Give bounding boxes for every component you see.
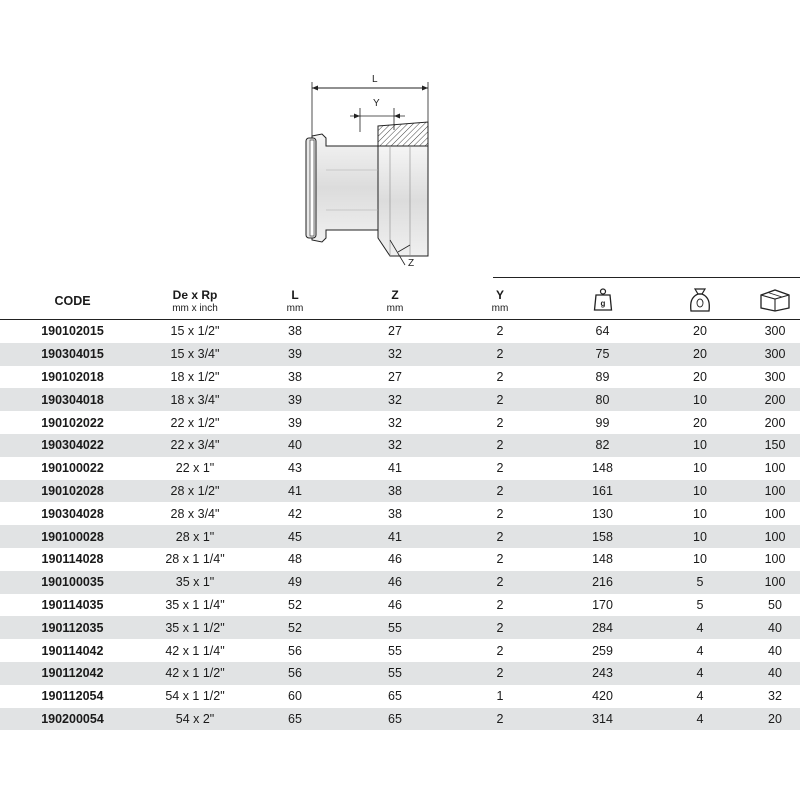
header-weight	[555, 283, 650, 320]
cell-l: 41	[245, 480, 345, 503]
header-l	[245, 283, 345, 320]
cell-bag: 20	[693, 324, 707, 339]
cell-weight: 64	[595, 324, 610, 339]
cell-size: 28 x 3/4"	[170, 506, 220, 521]
cell-box: 40	[750, 662, 800, 685]
cell-bag: 10	[693, 552, 707, 567]
cell-size: 18 x 3/4"	[145, 388, 245, 411]
cell-size: 22 x 1/2"	[170, 415, 220, 430]
cell-code: 190112054	[41, 689, 104, 704]
product-table	[0, 283, 800, 730]
cell-bag: 4	[650, 662, 750, 685]
cell-l: 52	[245, 616, 345, 639]
cell-z: 55	[388, 643, 402, 658]
cell-box: 150	[750, 434, 800, 457]
cell-box: 32	[768, 689, 782, 704]
cell-l: 65	[245, 708, 345, 731]
cell-code: 190114028	[41, 552, 104, 567]
bag-icon	[689, 287, 711, 313]
cell-z: 32	[345, 343, 445, 366]
table-row	[0, 343, 800, 366]
table-row	[0, 388, 800, 411]
cell-z: 38	[345, 480, 445, 503]
cell-size: 35 x 1"	[145, 571, 245, 594]
cell-code: 190304018	[0, 388, 145, 411]
cell-y: 2	[496, 552, 504, 567]
box-icon	[759, 288, 791, 312]
weight-g-icon	[593, 288, 613, 312]
cell-bag: 4	[650, 708, 750, 731]
cell-z: 55	[345, 616, 445, 639]
cell-z: 41	[345, 525, 445, 548]
cell-l: 56	[288, 643, 302, 658]
cell-y: 2	[445, 616, 555, 639]
cell-weight: 89	[595, 369, 610, 384]
cell-z: 32	[388, 415, 402, 430]
cell-size: 42 x 1 1/2"	[145, 662, 245, 685]
cell-y: 2	[445, 343, 555, 366]
header-y-label: Y	[495, 288, 504, 302]
header-l-unit: mm	[286, 303, 304, 314]
cell-bag: 4	[650, 616, 750, 639]
table-row	[0, 366, 800, 389]
cell-weight: 148	[592, 552, 613, 567]
cell-box: 20	[750, 708, 800, 731]
cell-size: 28 x 1 1/4"	[165, 552, 225, 567]
table-row	[0, 502, 800, 525]
table-row	[0, 685, 800, 708]
header-size-label: De x Rp	[172, 288, 218, 302]
cell-bag: 4	[696, 689, 704, 704]
table-row	[0, 616, 800, 639]
header-rule	[493, 277, 800, 278]
cell-code: 190304022	[0, 434, 145, 457]
cell-y: 2	[496, 369, 504, 384]
cell-code: 190102018	[41, 369, 104, 384]
cell-l: 39	[245, 388, 345, 411]
cell-box: 200	[750, 388, 800, 411]
cell-bag: 20	[693, 369, 707, 384]
cell-box: 200	[764, 415, 786, 430]
cell-y: 2	[445, 434, 555, 457]
cell-bag: 20	[693, 415, 707, 430]
cell-l: 52	[288, 597, 302, 612]
cell-box: 50	[768, 597, 782, 612]
table-row	[0, 320, 800, 343]
header-z-label: Z	[391, 288, 399, 302]
cell-size: 28 x 1/2"	[145, 480, 245, 503]
cell-weight: 243	[555, 662, 650, 685]
header-size	[145, 283, 245, 320]
cell-size: 22 x 3/4"	[145, 434, 245, 457]
cell-l: 42	[288, 506, 302, 521]
cell-y: 2	[496, 597, 504, 612]
header-box	[750, 283, 800, 320]
cell-size: 42 x 1 1/4"	[165, 643, 225, 658]
cell-l: 38	[288, 369, 302, 384]
cell-z: 46	[388, 552, 402, 567]
cell-weight: 161	[555, 480, 650, 503]
cell-size: 28 x 1"	[145, 525, 245, 548]
cell-l: 48	[288, 552, 302, 567]
cell-code: 190114035	[41, 597, 104, 612]
cell-y: 2	[445, 388, 555, 411]
cell-y: 2	[445, 480, 555, 503]
cell-l: 43	[288, 461, 302, 476]
table-row	[0, 548, 800, 571]
cell-weight: 259	[592, 643, 613, 658]
cell-size: 35 x 1 1/2"	[145, 616, 245, 639]
cell-l: 40	[245, 434, 345, 457]
header-y-unit: mm	[491, 303, 509, 314]
table-row	[0, 525, 800, 548]
cell-y: 2	[445, 525, 555, 548]
cell-bag: 10	[650, 388, 750, 411]
cell-weight: 284	[555, 616, 650, 639]
cell-weight: 82	[555, 434, 650, 457]
cell-size: 22 x 1"	[175, 461, 215, 476]
cell-l: 56	[245, 662, 345, 685]
cell-y: 2	[496, 415, 504, 430]
table-row	[0, 434, 800, 457]
table-row	[0, 594, 800, 617]
cell-box: 100	[764, 506, 786, 521]
cell-y: 1	[496, 689, 504, 704]
cell-y: 2	[496, 643, 504, 658]
cell-box: 100	[764, 552, 786, 567]
label-Z: Z	[408, 258, 415, 269]
cell-weight: 314	[555, 708, 650, 731]
cell-z: 46	[345, 571, 445, 594]
cell-code: 190100035	[0, 571, 145, 594]
cell-code: 190304028	[41, 506, 104, 521]
cell-z: 65	[345, 708, 445, 731]
header-y	[445, 283, 555, 320]
cell-bag: 10	[650, 480, 750, 503]
cell-box: 100	[750, 525, 800, 548]
cell-z: 32	[345, 388, 445, 411]
cell-y: 2	[445, 708, 555, 731]
cell-code: 190100022	[41, 461, 104, 476]
cell-bag: 10	[650, 525, 750, 548]
cell-z: 41	[388, 461, 402, 476]
cell-l: 38	[288, 324, 302, 339]
cell-size: 35 x 1 1/4"	[165, 597, 225, 612]
cell-y: 2	[445, 571, 555, 594]
cell-weight: 170	[592, 597, 613, 612]
cell-box: 300	[764, 324, 786, 339]
cell-size: 15 x 1/2"	[170, 324, 220, 339]
cell-code: 190112042	[0, 662, 145, 685]
cell-weight: 148	[592, 461, 613, 476]
cell-weight: 130	[592, 506, 613, 521]
cell-z: 32	[345, 434, 445, 457]
cell-box: 300	[764, 369, 786, 384]
cell-l: 60	[288, 689, 302, 704]
cell-weight: 420	[592, 689, 613, 704]
svg-text:g: g	[600, 298, 605, 308]
cell-code: 190114042	[41, 643, 104, 658]
cell-size: 54 x 1 1/2"	[165, 689, 225, 704]
cell-z: 65	[388, 689, 402, 704]
cell-z: 27	[388, 369, 402, 384]
table-row	[0, 571, 800, 594]
cell-box: 300	[750, 343, 800, 366]
table-row	[0, 411, 800, 434]
cell-code: 190102015	[41, 324, 104, 339]
header-z-unit: mm	[386, 303, 404, 314]
table-row	[0, 708, 800, 731]
cell-l: 45	[245, 525, 345, 548]
header-l-label: L	[291, 288, 299, 302]
cell-weight: 75	[555, 343, 650, 366]
cell-weight: 99	[595, 415, 610, 430]
table-header-row	[0, 283, 800, 320]
cell-bag: 10	[693, 461, 707, 476]
cell-box: 100	[750, 571, 800, 594]
fitting-drawing	[290, 60, 450, 275]
cell-l: 39	[288, 415, 302, 430]
cell-code: 190112035	[0, 616, 145, 639]
label-Y: Y	[373, 98, 380, 109]
cell-bag: 10	[693, 506, 707, 521]
cell-code: 190200054	[0, 708, 145, 731]
cell-code: 190102028	[0, 480, 145, 503]
cell-weight: 216	[555, 571, 650, 594]
table-row	[0, 457, 800, 480]
cell-bag: 10	[650, 434, 750, 457]
cell-weight: 158	[555, 525, 650, 548]
table-row	[0, 480, 800, 503]
cell-box: 100	[764, 461, 786, 476]
cell-l: 49	[245, 571, 345, 594]
label-L: L	[372, 74, 378, 85]
cell-code: 190100028	[0, 525, 145, 548]
cell-y: 2	[496, 461, 504, 476]
cell-bag: 5	[696, 597, 704, 612]
cell-bag: 20	[650, 343, 750, 366]
header-size-unit: mm x inch	[172, 303, 218, 314]
cell-box: 100	[750, 480, 800, 503]
header-bag	[650, 283, 750, 320]
cell-code: 190304015	[0, 343, 145, 366]
header-z	[345, 283, 445, 320]
cell-l: 39	[245, 343, 345, 366]
cell-weight: 80	[555, 388, 650, 411]
cell-z: 46	[388, 597, 402, 612]
cell-size: 54 x 2"	[145, 708, 245, 731]
cell-z: 38	[388, 506, 402, 521]
header-code: CODE	[54, 294, 91, 308]
cell-code: 190102022	[41, 415, 104, 430]
cell-bag: 5	[650, 571, 750, 594]
cell-size: 15 x 3/4"	[145, 343, 245, 366]
cell-box: 40	[750, 616, 800, 639]
cell-bag: 4	[696, 643, 704, 658]
table-row	[0, 662, 800, 685]
cell-y: 2	[496, 324, 504, 339]
cell-y: 2	[445, 662, 555, 685]
cell-z: 27	[388, 324, 402, 339]
cell-z: 55	[345, 662, 445, 685]
cell-size: 18 x 1/2"	[170, 369, 220, 384]
cell-y: 2	[496, 506, 504, 521]
cell-box: 40	[768, 643, 782, 658]
table-row	[0, 639, 800, 662]
